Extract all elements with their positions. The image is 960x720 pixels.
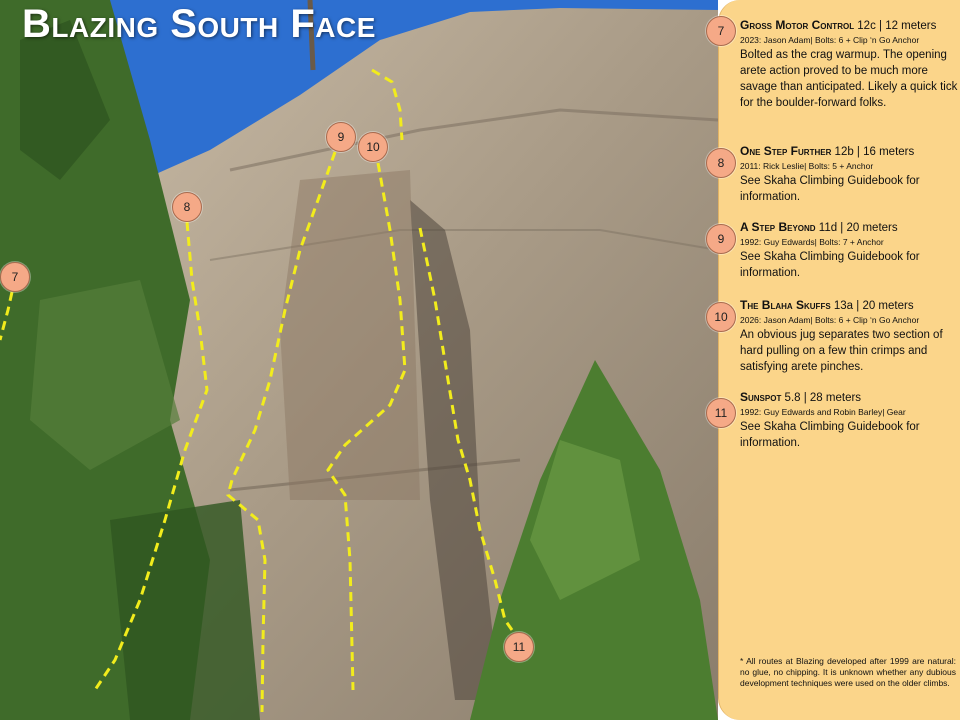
route-name: Gross Motor Control [740,18,855,32]
route-entry-10 [714,298,958,375]
slab-shadow [280,170,420,500]
route-name: A Step Beyond [740,220,816,234]
route-grade-length: 5.8 | 28 meters [784,392,862,404]
photo-marker-11: 11 [504,632,534,662]
route-description: Bolted as the crag warmup. The opening arete action proved to be much more savage than anticipated. Likely a quick tick for the boulder-forward folks. [740,49,958,109]
route-number-badge: 9 [706,224,736,254]
route-name: Sunspot [740,390,782,404]
lower-left-tree [110,500,260,720]
route-grade-length: 12b | 16 meters [834,146,915,158]
route-number-badge: 10 [706,302,736,332]
route-entry-11 [714,390,958,451]
route-entry-8 [717,144,958,205]
route-grade-length: 13a | 20 meters [833,300,914,312]
route-name: The Blaha Skuffs [740,298,831,312]
route-description: See Skaha Climbing Guidebook for information. [740,251,920,279]
route-description: An obvious jug separates two section of hard pulling on a few thin crimps and satisfying arete pinches. [740,329,943,373]
route-meta: 1992: Guy Edwards and Robin Barley| Gear [740,407,906,417]
route-description: See Skaha Climbing Guidebook for information. [740,421,920,449]
route-name: One Step Further [740,144,832,158]
route-description: See Skaha Climbing Guidebook for information. [740,175,920,203]
route-entry-7 [717,18,958,111]
photo-marker-7: 7 [0,262,30,292]
photo-marker-8: 8 [172,192,202,222]
route-number-badge: 11 [706,398,736,428]
route-number-badge: 7 [706,16,736,46]
route-number-badge: 8 [706,148,736,178]
route-grade-length: 11d | 20 meters [818,222,898,234]
photo-marker-9: 9 [326,122,356,152]
photo-marker-10: 10 [358,132,388,162]
route-meta: 1992: Guy Edwards| Bolts: 7 + Anchor [740,237,884,247]
route-entry-9 [717,220,958,281]
route-meta: 2023: Jason Adam| Bolts: 6 + Clip ‘n Go Anchor [740,35,920,45]
route-grade-length: 12c | 12 meters [857,20,937,32]
page-title: Blazing South Face [22,2,376,46]
footnote: * All routes at Blazing developed after 1999 are natural: no glue, no chipping. It is unknown whether any dubious development techniques were used on the older climbs. [740,656,956,688]
route-meta: 2026: Jason Adam| Bolts: 6 + Clip ‘n Go Anchor [740,315,920,325]
route-meta: 2011: Rick Leslie| Bolts: 5 + Anchor [740,161,874,171]
